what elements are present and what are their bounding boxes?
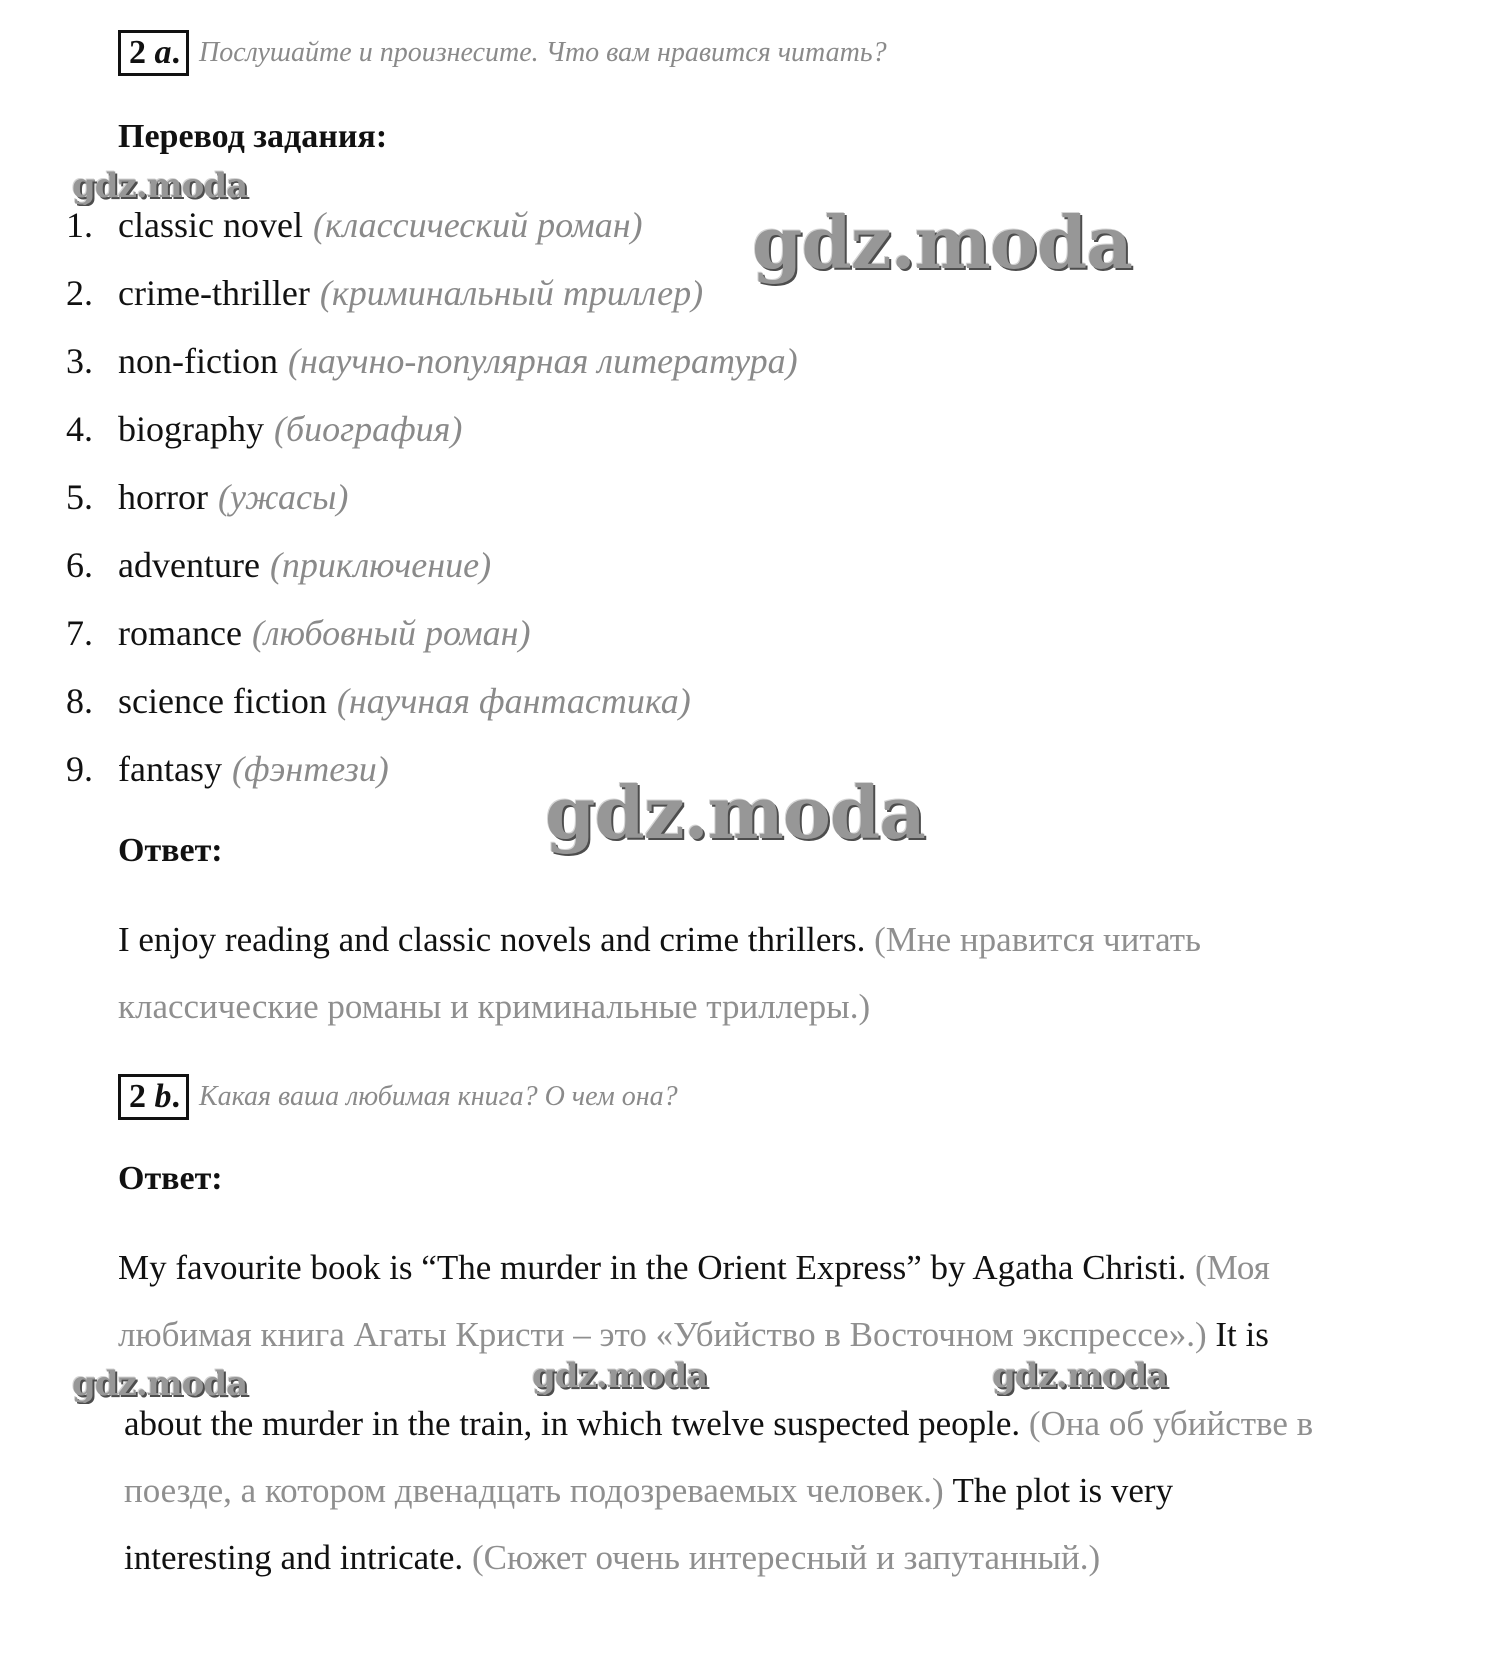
answer-b-label: Ответ:: [118, 1160, 223, 1197]
task-a-letter: a: [154, 34, 172, 71]
task-b-number-box: [118, 1074, 189, 1120]
list-item-english: non-fiction: [118, 341, 278, 381]
list-item-english: romance: [118, 613, 242, 653]
list-item-translation: (приключение): [269, 545, 492, 585]
answer-b-english-4: The plot is very: [952, 1471, 1174, 1510]
answer-b-russian-2: любимая книга Агаты Кристи – это «Убийство в Восточном экспрессе».): [118, 1315, 1207, 1354]
answer-b-line-4: [124, 1457, 1313, 1524]
list-item-translation: (классический роман): [312, 205, 643, 245]
answer-b-russian-5: (Сюжет очень интересный и запутанный.): [471, 1538, 1101, 1577]
answer-b-english-1: My favourite book is “The murder in the Orient Express” by Agatha Christi.: [118, 1248, 1187, 1287]
task-a-number-box: [118, 30, 189, 76]
task-a-dot: .: [171, 34, 180, 71]
list-item: [66, 200, 798, 268]
answer-b-russian-3: (Она об убийстве в: [1028, 1404, 1314, 1443]
list-item: [66, 608, 798, 676]
watermark: gdz.moda: [545, 770, 925, 855]
list-item-english: adventure: [118, 545, 260, 585]
list-item-number: 3.: [66, 341, 93, 381]
vocab-list: [66, 200, 798, 812]
list-item-translation: (криминальный триллер): [319, 273, 704, 313]
list-item-english: fantasy: [118, 749, 222, 789]
answer-b-russian-4: поезде, а котором двенадцать подозреваемых человек.): [124, 1471, 944, 1510]
answer-b-russian-1: (Моя: [1195, 1248, 1270, 1287]
list-item-number: 7.: [66, 613, 93, 653]
list-item-number: 1.: [66, 205, 93, 245]
list-item-english: biography: [118, 409, 264, 449]
answer-a-english: I enjoy reading and classic novels and crime thrillers.: [118, 920, 866, 959]
answer-a-label: Ответ:: [118, 832, 223, 869]
task-b-number: 2: [129, 1078, 146, 1115]
list-item-number: 9.: [66, 749, 93, 789]
list-item-number: 5.: [66, 477, 93, 517]
list-item-number: 4.: [66, 409, 93, 449]
task-a-instruction: Послушайте и произнесите. Что вам нравится читать?: [199, 37, 887, 68]
list-item-translation: (фэнтези): [231, 749, 389, 789]
list-item-english: horror: [118, 477, 208, 517]
list-item-translation: (научная фантастика): [336, 681, 691, 721]
answer-a-text: [118, 906, 1201, 1040]
answer-a-russian-1: (Мне нравится читать: [874, 920, 1202, 959]
task-a-header: [118, 30, 887, 76]
answer-b-english-3: about the murder in the train, in which twelve suspected people.: [124, 1404, 1021, 1443]
list-item: [66, 540, 798, 608]
task-a-number: 2: [129, 34, 146, 71]
list-item: [66, 472, 798, 540]
list-item: [66, 336, 798, 404]
task-b-header: [118, 1074, 678, 1120]
answer-b-text-bottom: [124, 1390, 1313, 1591]
answer-b-english-2: It is: [1215, 1315, 1269, 1354]
watermark: gdz.moda: [72, 166, 248, 206]
task-b-instruction: Какая ваша любимая книга? О чем она?: [199, 1081, 678, 1112]
list-item-translation: (научно-популярная литература): [287, 341, 798, 381]
list-item-translation: (любовный роман): [251, 613, 531, 653]
watermark: gdz.moda: [72, 1364, 248, 1404]
answer-a-line-2: [118, 973, 1201, 1040]
list-item: [66, 404, 798, 472]
list-item: [66, 676, 798, 744]
list-item-number: 6.: [66, 545, 93, 585]
translation-heading: Перевод задания:: [118, 118, 388, 155]
list-item-translation: (биография): [273, 409, 463, 449]
answer-b-line-3: [124, 1390, 1313, 1457]
list-item-english: classic novel: [118, 205, 303, 245]
answer-a-line-1: [118, 906, 1201, 973]
watermark: gdz.moda: [532, 1356, 708, 1396]
answer-b-line-1: [118, 1234, 1270, 1301]
answer-b-line-5: [124, 1524, 1313, 1591]
list-item-number: 8.: [66, 681, 93, 721]
answer-b-english-5: interesting and intricate.: [124, 1538, 464, 1577]
answer-b-text-top: [118, 1234, 1270, 1368]
answer-a-russian-2: классические романы и криминальные триллеры.): [118, 987, 871, 1026]
list-item: [66, 268, 798, 336]
list-item-number: 2.: [66, 273, 93, 313]
list-item-english: science fiction: [118, 681, 327, 721]
task-b-letter: b: [154, 1078, 172, 1115]
watermark: gdz.moda: [752, 200, 1132, 285]
watermark: gdz.moda: [992, 1356, 1168, 1396]
list-item-translation: (ужасы): [217, 477, 349, 517]
list-item-english: crime-thriller: [118, 273, 310, 313]
task-b-dot: .: [171, 1078, 180, 1115]
